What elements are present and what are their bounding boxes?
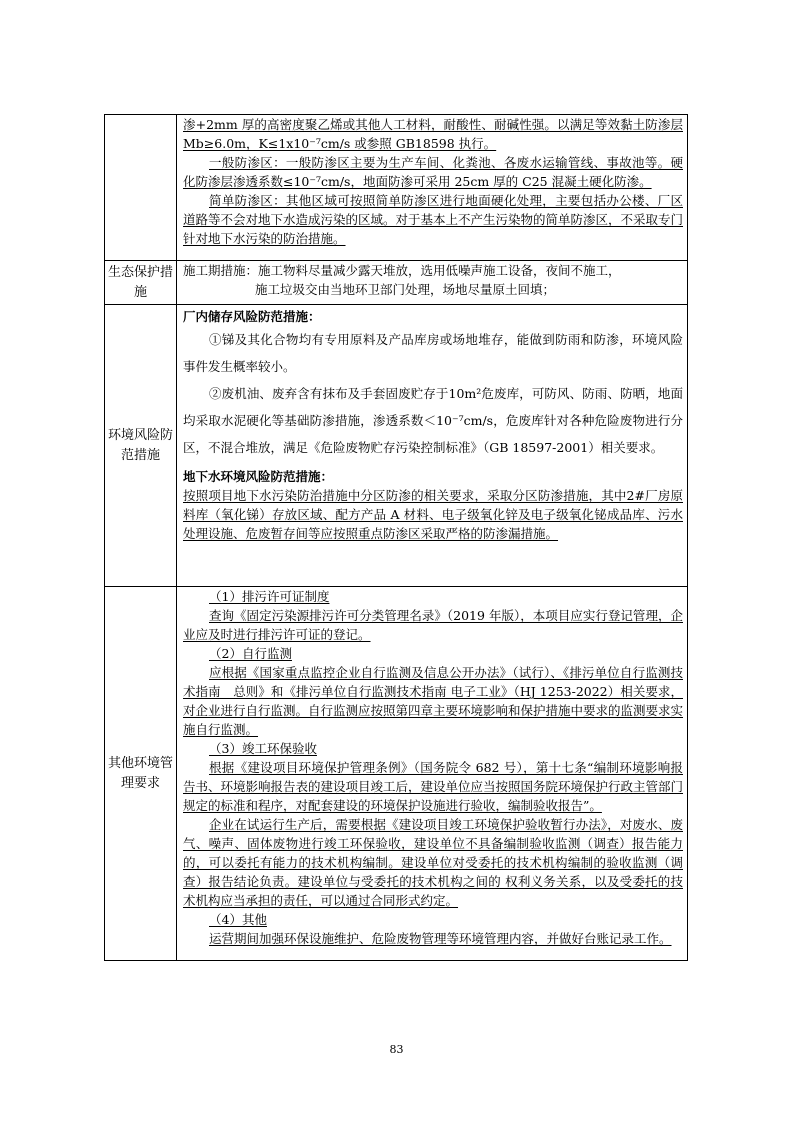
risk-heading-groundwater: 地下水环境风险防范措施： <box>183 469 334 484</box>
seepage-content <box>177 115 688 261</box>
mgmt-para-2: 应根据《国家重点监控企业自行监测及信息公开办法》（试行）、《排污单位自行监测技术指南 总则》和《排污单位自行监测技术指南 电子工业》（HJ 1253-2022）相关要求，对企业进行自行监测。自行监测应按照第四章主要环境影响和保护措施中要求的监测要求实施自行监测。 <box>183 665 684 737</box>
mgmt-para-3: 根据《建设项目环境保护管理条例》（国务院令 682 号），第十七条“编制环境影响报告书、环境影响报告表的建设项目竣工后，建设单位应当按照国务院环境保护行政主管部门规定的标准和程序，对配套建设的环境保护设施进行验收，编制验收报告”。 <box>183 760 684 813</box>
eco-line-2: 施工垃圾交由当地环卫部门处理，场地尽量原土回填； <box>255 282 556 297</box>
mgmt-para-4: 企业在试运行生产后，需要根据《建设项目竣工环境保护验收暂行办法》，对废水、废气、噪声、固体废物进行竣工环保验收，建设单位不具备编制验收监测（调查）报告能力的，可以委托有能力的技术机构编制。建设单位对受委托的技术机构编制的验收监测（调查）报告结论负责。建设单位与受委托的技术机构之间的 权利义务关系，以及受委托的技术机构应当承担的责任，可以通过合同形式约定。 <box>183 817 683 908</box>
risk-item-2: ②废机油、废弃含有抹布及手套固废贮存于10m²危废库，可防风、防雨、防晒，地面均采取水泥硬化等基础防渗措施，渗透系数＜10⁻⁷cm/s，危废库针对各种危险废物进行分区，不混合堆放，满足《危险废物贮存污染控制标准》（GB 18597-2001）相关要求。 <box>183 386 683 455</box>
eco-content <box>177 261 688 305</box>
eco-line-1: 施工期措施：施工物料尽量减少露天堆放，选用低噪声施工设备，夜间不施工， <box>183 263 621 278</box>
page-number: 83 <box>389 1043 404 1056</box>
table-row-seepage <box>105 115 688 261</box>
row-label-mgmt: 其他环境管理要求 <box>105 587 177 961</box>
table-row-mgmt <box>105 587 688 961</box>
measures-table <box>104 114 688 961</box>
row-label-eco: 生态保护措施 <box>105 261 177 305</box>
mgmt-para-1: 查询《固定污染源排污许可分类管理名录》（2019 年版），本项目应实行登记管理，企业应及时进行排污许可证的登记。 <box>183 608 683 642</box>
risk-content <box>177 305 688 587</box>
risk-heading-storage: 厂内储存风险防范措施： <box>183 309 321 324</box>
row-label-empty <box>105 115 177 261</box>
seepage-line-key: 渗+2mm 厚的高密度聚乙烯或其他人工材料，耐酸性、耐碱性强。以满足等效黏土防渗层 Mb≥6.0m，K≤1x10⁻⁷cm/s 或参照 GB18598 执行。 <box>183 117 683 151</box>
mgmt-heading-3: （3）竣工环保验收 <box>209 741 317 756</box>
risk-item-3: 按照项目地下水污染防治措施中分区防渗的相关要求，采取分区防渗措施，其中2#厂房原料库（氧化锑）存放区域、配方产品 A 材料、电子级氧化锌及电子级氧化铋成品库、污水处理设施、危废暂存间等应按照重点防渗区采取严格的防渗漏措施。 <box>183 488 683 541</box>
mgmt-heading-1: （1）排污许可证制度 <box>209 589 330 604</box>
row-label-risk: 环境风险防范措施 <box>105 305 177 587</box>
seepage-line-simple: 简单防渗区：其他区域可按照简单防渗区进行地面硬化处理，主要包括办公楼、厂区道路等不会对地下水造成污染的区域。对于基本上不产生污染物的简单防渗区，不采取专门针对地下水污染的防治措施。 <box>183 193 684 246</box>
risk-item-1: ①锑及其化合物均有专用原料及产品库房或场地堆存，能做到防雨和防渗，环境风险事件发生概率较小。 <box>183 332 683 374</box>
table-row-eco <box>105 261 688 305</box>
mgmt-heading-2: （2）自行监测 <box>209 646 292 661</box>
seepage-line-general: 一般防渗区：一般防渗区主要为生产车间、化粪池、各废水运输管线、事故池等。硬化防渗层渗透系数≤10⁻⁷cm/s，地面防渗可采用 25cm 厚的 C25 混凝土硬化防渗。 <box>183 155 683 189</box>
mgmt-content <box>177 587 688 961</box>
mgmt-heading-4: （4）其他 <box>209 912 267 927</box>
mgmt-para-5: 运营期间加强环保设施维护、危险废物管理等环境管理内容，并做好台账记录工作。 <box>209 931 672 946</box>
table-row-risk <box>105 305 688 587</box>
